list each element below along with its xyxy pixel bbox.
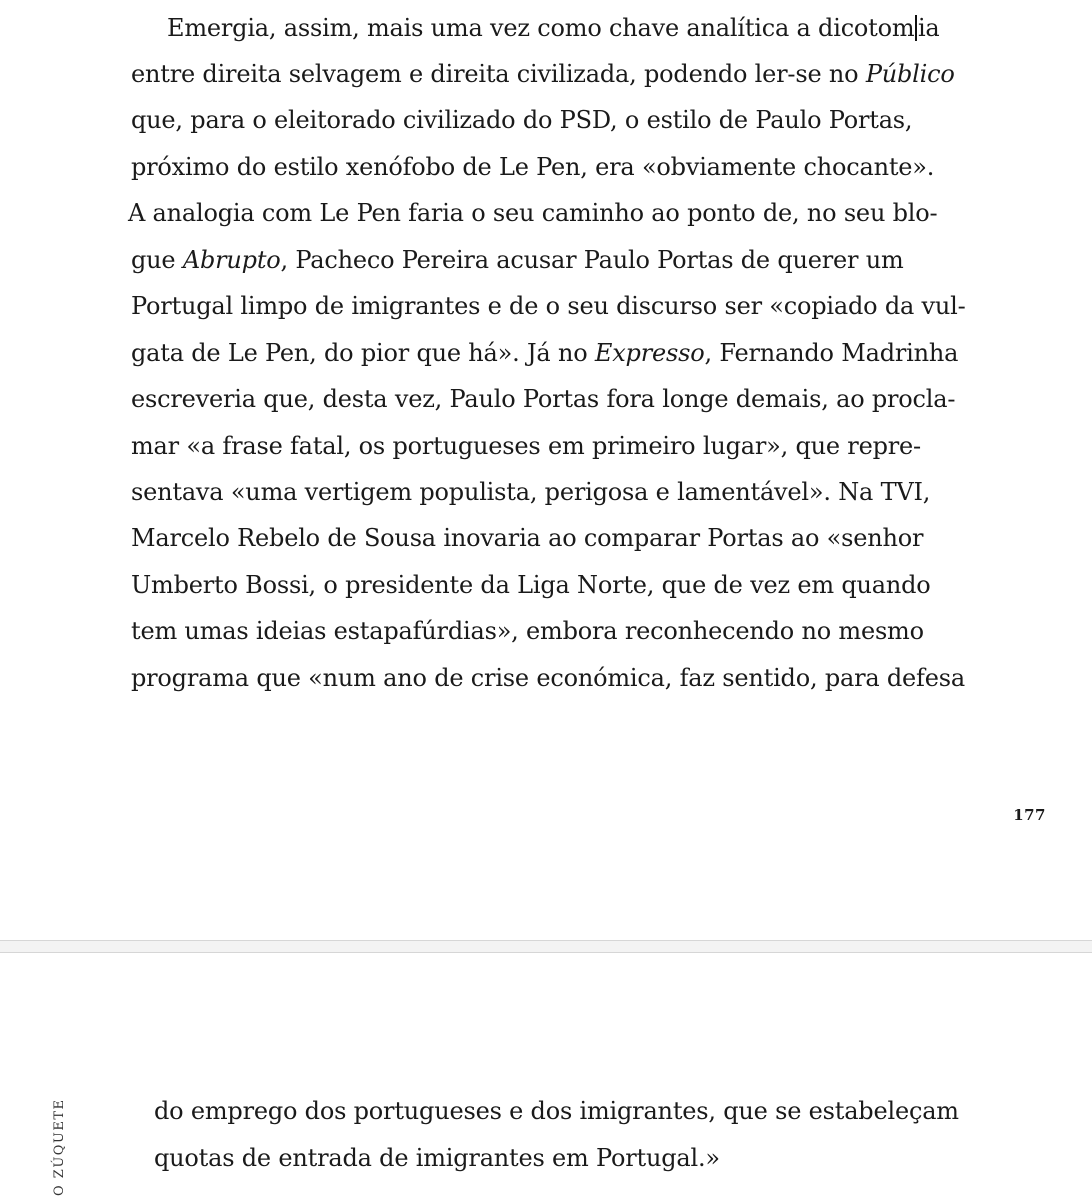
text-line-9 (131, 383, 955, 415)
page-number: 177 (1013, 806, 1046, 824)
italic-title-publico: Público (865, 60, 955, 88)
text-line-7 (131, 290, 966, 322)
italic-title-abrupto: Abrupto (182, 246, 281, 274)
text-line-4 (131, 151, 934, 183)
text-segment: escreveria que, desta vez, Paulo Portas fora longe demais, ao procla- (131, 385, 956, 413)
text-segment: sentava «uma vertigem populista, perigosa e lamentável». Na TVI, (131, 478, 931, 506)
text-cursor (915, 15, 917, 41)
text-segment: Marcelo Rebelo de Sousa inovaria ao comparar Portas ao «senhor (131, 524, 924, 552)
text-segment: , Fernando Madrinha (704, 339, 959, 367)
text-line-11 (131, 476, 930, 508)
text-segment: que, para o eleitorado civilizado do PSD, o estilo de Paulo Portas, (131, 106, 913, 134)
text-segment: mar «a frase fatal, os portugueses em primeiro lugar», que repre- (131, 432, 921, 460)
text-segment: próximo do estilo xenófobo de Le Pen, era «obviamente chocante». (131, 153, 935, 181)
text-line-2 (131, 58, 955, 90)
running-head: O ZÚQUETE (52, 1098, 67, 1196)
text-line-13 (131, 569, 931, 601)
text-line-6 (131, 244, 904, 276)
text-line-1 (167, 12, 940, 44)
text-line-3 (131, 104, 912, 136)
text-line-15 (131, 662, 965, 694)
text-segment: A analogia com Le Pen faria o seu caminho ao ponto de, no seu blo- (128, 199, 938, 227)
text-segment: , Pacheco Pereira acusar Paulo Portas de querer um (280, 246, 904, 274)
text-segment: gata de Le Pen, do pior que há». Já no (131, 339, 595, 367)
italic-title-expresso: Expresso (594, 339, 705, 367)
text-line-2: quotas de entrada de imigrantes em Portugal.» (154, 1144, 720, 1172)
text-line-1: do emprego dos portugueses e dos imigrantes, que se estabeleçam (154, 1097, 959, 1125)
text-segment: entre direita selvagem e direita civilizada, podendo ler-se no (131, 60, 866, 88)
text-segment: programa que «num ano de crise económica, faz sentido, para defesa (131, 664, 965, 692)
text-line-14 (131, 615, 924, 647)
text-line-8 (131, 337, 958, 369)
text-segment: gue (131, 246, 183, 274)
text-segment: Emergia, assim, mais uma vez como chave analítica a dicotom (167, 14, 915, 42)
text-line-5 (128, 197, 937, 229)
text-segment: Umberto Bossi, o presidente da Liga Norte, que de vez em quando (131, 571, 931, 599)
text-line-10 (131, 430, 921, 462)
text-segment: ia (917, 14, 940, 42)
text-segment: Portugal limpo de imigrantes e de o seu discurso ser «copiado da vul- (131, 292, 966, 320)
page-178 (0, 953, 1092, 1200)
page-separator (0, 940, 1092, 953)
text-segment: tem umas ideias estapafúrdias», embora reconhecendo no mesmo (131, 617, 924, 645)
text-line-12 (131, 522, 923, 554)
